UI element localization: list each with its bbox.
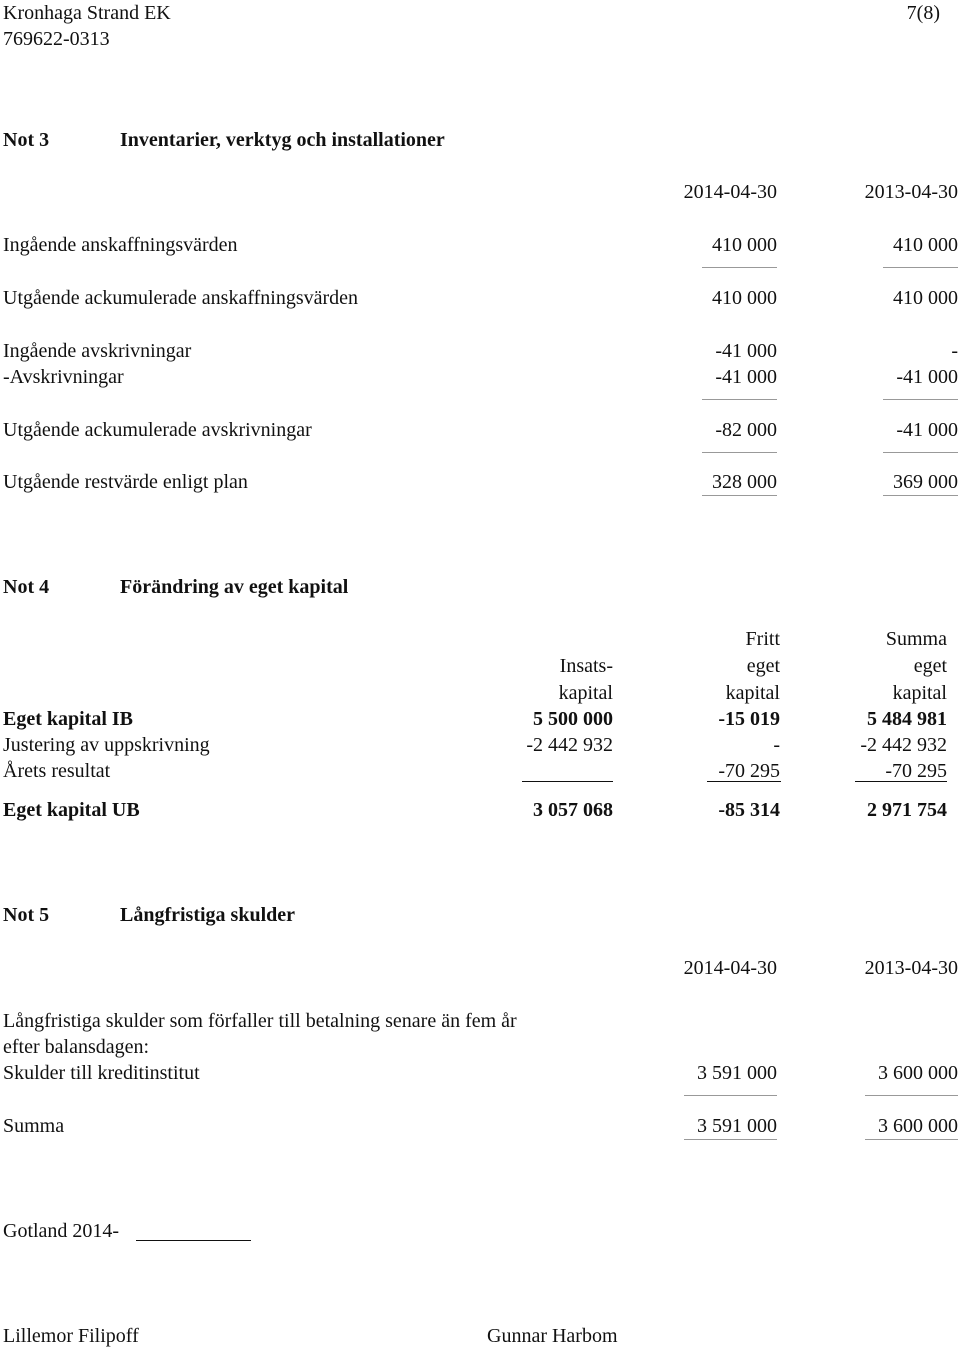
note3-row-value-2013: - <box>951 340 958 362</box>
sum-underline <box>855 781 947 782</box>
note5-title: Långfristiga skulder <box>120 904 296 926</box>
note4-row-insatskapital: 3 057 068 <box>533 799 613 821</box>
note4-row-label: Årets resultat <box>3 760 111 782</box>
note4-row-summa: -2 442 932 <box>860 734 947 756</box>
note4-row-fritt-eget-kapital: -70 295 <box>718 760 780 782</box>
note3-row-value-2013: -41 000 <box>896 366 958 388</box>
note4-header-col3-line2: eget <box>913 655 947 677</box>
note3-row-value-2013: -41 000 <box>896 419 958 441</box>
note4-row-label: Justering av uppskrivning <box>3 734 210 756</box>
underline <box>883 452 958 453</box>
note3-row-value-2014: -82 000 <box>715 419 777 441</box>
note4-row-summa: 5 484 981 <box>867 708 947 730</box>
signer-2: Gunnar Harbom <box>487 1325 618 1347</box>
note3-row-label: -Avskrivningar <box>3 366 124 388</box>
note4-row-insatskapital: 5 500 000 <box>533 708 613 730</box>
note4-header-col2-line1: Fritt <box>745 628 780 650</box>
note3-row-value-2013: 410 000 <box>893 287 958 309</box>
note3-row-value-2014: -41 000 <box>715 366 777 388</box>
note3-row-label: Ingående avskrivningar <box>3 340 192 362</box>
note3-col1-header: 2014-04-30 <box>683 181 777 203</box>
note5-col2-header: 2013-04-30 <box>864 957 958 979</box>
underline <box>865 1139 958 1140</box>
underline <box>684 1139 777 1140</box>
note5-intro-line2: efter balansdagen: <box>3 1036 150 1058</box>
page-number: 7(8) <box>906 2 940 24</box>
note5-row-label: Summa <box>3 1115 65 1137</box>
note5-row-value-2014: 3 591 000 <box>697 1115 777 1137</box>
note3-row-label: Ingående anskaffningsvärden <box>3 234 238 256</box>
underline <box>702 452 777 453</box>
note4-header-col2-line3: kapital <box>725 682 780 704</box>
note4-row-summa: -70 295 <box>885 760 947 782</box>
note5-number: Not 5 <box>3 904 50 926</box>
company-name: Kronhaga Strand EK <box>3 2 171 24</box>
note3-row-label: Utgående ackumulerade avskrivningar <box>3 419 312 441</box>
note3-row-value-2014: -41 000 <box>715 340 777 362</box>
note4-header-col3-line3: kapital <box>892 682 947 704</box>
note3-col2-header: 2013-04-30 <box>864 181 958 203</box>
note4-row-label: Eget kapital UB <box>3 799 140 821</box>
underline <box>883 495 958 496</box>
note4-row-summa: 2 971 754 <box>867 799 947 821</box>
note4-row-label: Eget kapital IB <box>3 708 134 730</box>
note3-row-label: Utgående restvärde enligt plan <box>3 471 248 493</box>
underline <box>865 1095 958 1096</box>
note4-header-col1-line3: kapital <box>558 682 613 704</box>
underline <box>702 495 777 496</box>
note4-header-col2-line2: eget <box>746 655 780 677</box>
note3-title: Inventarier, verktyg och installationer <box>120 129 445 151</box>
note5-row-label: Skulder till kreditinstitut <box>3 1062 200 1084</box>
note3-row-value-2013: 369 000 <box>893 471 958 493</box>
org-number: 769622-0313 <box>3 28 110 50</box>
note3-row-value-2014: 410 000 <box>712 234 777 256</box>
underline <box>684 1095 777 1096</box>
note3-row-value-2014: 328 000 <box>712 471 777 493</box>
note3-row-value-2014: 410 000 <box>712 287 777 309</box>
note5-col1-header: 2014-04-30 <box>683 957 777 979</box>
note4-number: Not 4 <box>3 576 50 598</box>
note4-row-fritt-eget-kapital: -85 314 <box>718 799 780 821</box>
note5-row-value-2013: 3 600 000 <box>878 1062 958 1084</box>
note5-row-value-2014: 3 591 000 <box>697 1062 777 1084</box>
sum-underline <box>707 781 781 782</box>
note4-header-col1-line2: Insats- <box>559 655 613 677</box>
underline <box>702 399 777 400</box>
signer-1: Lillemor Filipoff <box>3 1325 139 1347</box>
underline <box>883 399 958 400</box>
sum-underline <box>522 781 613 782</box>
place-date: Gotland 2014- <box>3 1220 120 1242</box>
date-blank-line <box>136 1240 251 1241</box>
note5-row-value-2013: 3 600 000 <box>878 1115 958 1137</box>
note4-row-fritt-eget-kapital: - <box>773 734 780 756</box>
note4-header-col3-line1: Summa <box>885 628 947 650</box>
note3-number: Not 3 <box>3 129 50 151</box>
note4-row-insatskapital: -2 442 932 <box>526 734 613 756</box>
note5-intro-line1: Långfristiga skulder som förfaller till betalning senare än fem år <box>3 1010 517 1032</box>
underline <box>702 267 777 268</box>
underline <box>883 267 958 268</box>
note3-row-value-2013: 410 000 <box>893 234 958 256</box>
note4-title: Förändring av eget kapital <box>120 576 349 598</box>
note3-row-label: Utgående ackumulerade anskaffningsvärden <box>3 287 359 309</box>
note4-row-fritt-eget-kapital: -15 019 <box>718 708 780 730</box>
